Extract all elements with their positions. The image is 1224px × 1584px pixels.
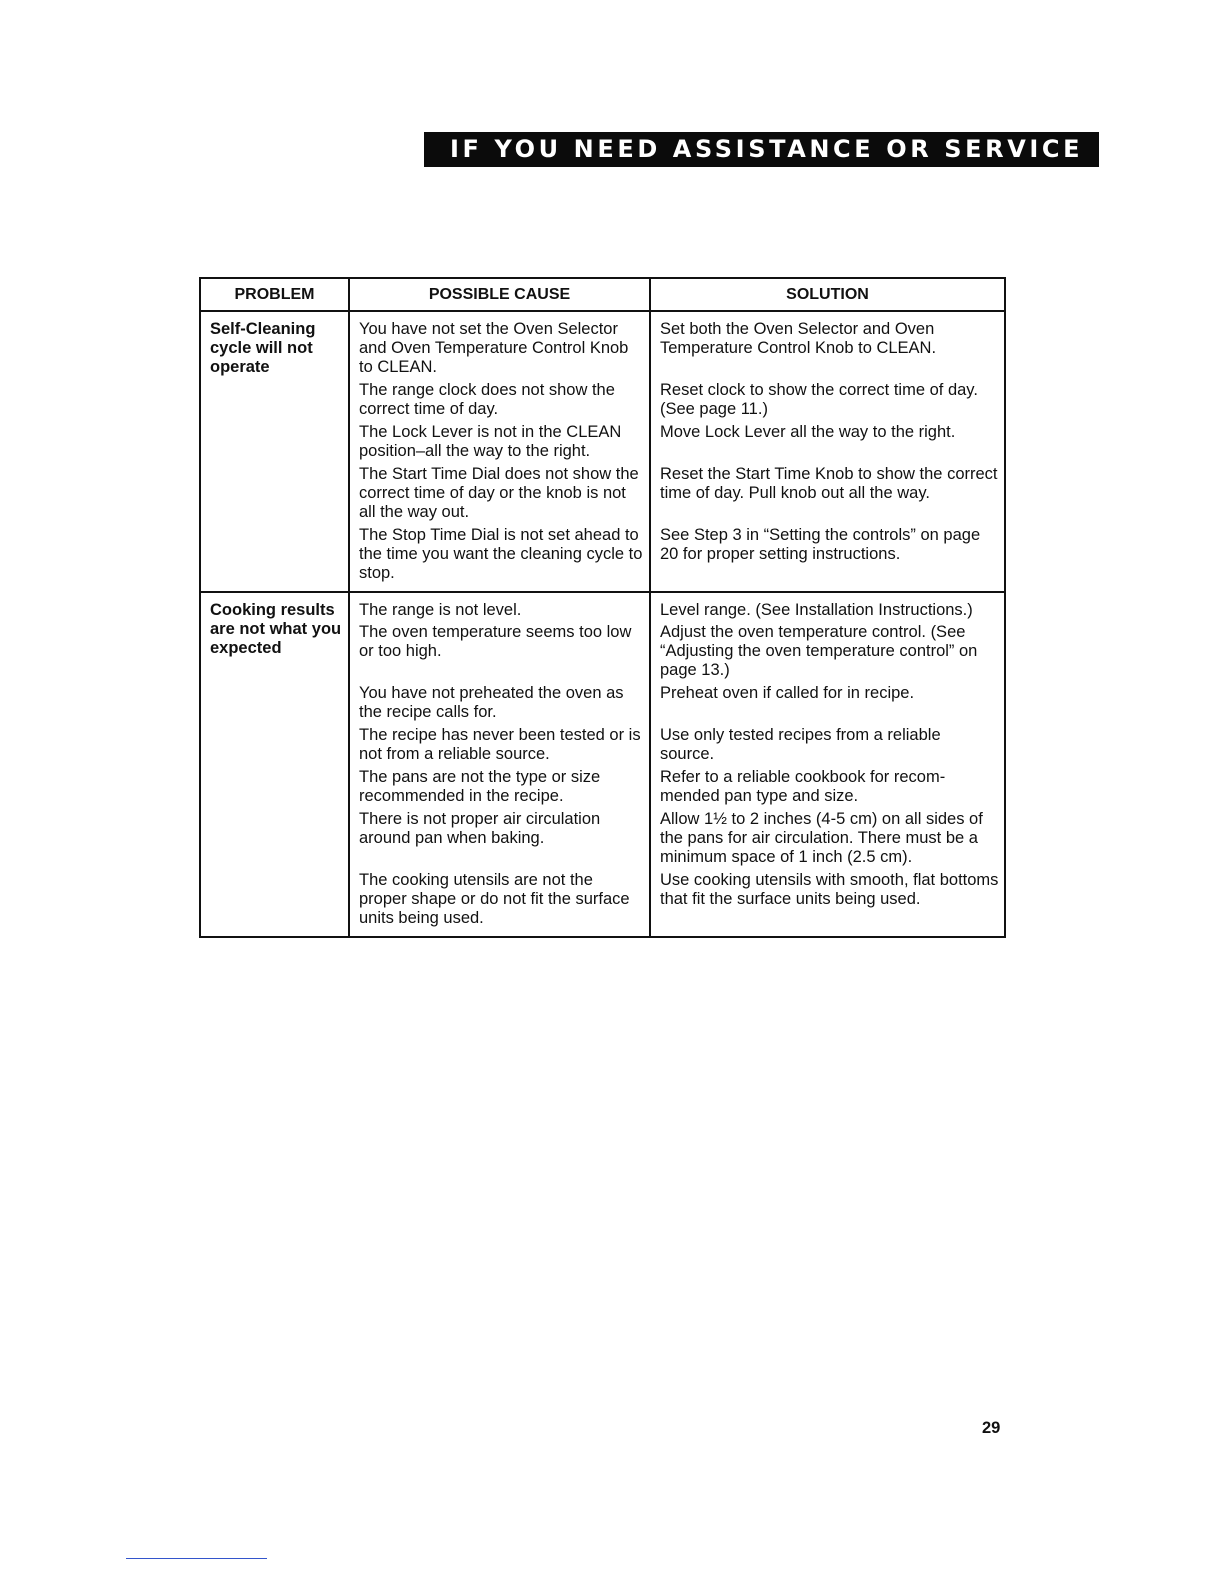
solution-item: Preheat oven if called for in recipe. bbox=[660, 684, 915, 702]
solution-cell bbox=[650, 592, 1005, 937]
cause-item: The recipe has never been tested or is not from a reliable source. bbox=[359, 726, 641, 763]
cause-item: The Stop Time Dial is not set ahead to the time you want the cleaning cycle to stop. bbox=[359, 526, 643, 582]
cause-item: The Start Time Dial does not show the correct time of day or the knob is not all the way out. bbox=[359, 465, 639, 521]
solution-item: Use only tested recipes from a reliable source. bbox=[660, 726, 941, 763]
solution-item: Move Lock Lever all the way to the right. bbox=[660, 423, 956, 441]
solution-item: Reset clock to show the correct time of day. (See page 11.) bbox=[660, 381, 978, 418]
solution-item: Adjust the oven temperature control. (See “Adjusting the oven temperature control” on page 13.) bbox=[660, 623, 978, 679]
table-row bbox=[200, 592, 1005, 937]
solution-cell bbox=[650, 311, 1005, 592]
solution-item: Use cooking utensils with smooth, flat bottoms that fit the surface units being used. bbox=[660, 871, 999, 908]
cause-item: The pans are not the type or size recommended in the recipe. bbox=[359, 768, 601, 805]
cause-item: There is not proper air circulation around pan when baking. bbox=[359, 810, 601, 847]
problem-cell: Self-Cleaning cycle will not operate bbox=[200, 311, 349, 592]
table-row bbox=[200, 311, 1005, 592]
cause-item: You have not preheated the oven as the recipe calls for. bbox=[359, 684, 624, 721]
solution-item: Set both the Oven Selector and Oven Temperature Control Knob to CLEAN. bbox=[660, 320, 937, 357]
footer-rule bbox=[126, 1558, 267, 1559]
cause-item: The range is not level. bbox=[359, 601, 522, 619]
solution-item: Reset the Start Time Knob to show the correct time of day. Pull knob out all the way. bbox=[660, 465, 998, 502]
header-solution: SOLUTION bbox=[650, 278, 1005, 311]
header-problem: PROBLEM bbox=[200, 278, 349, 311]
header-possible-cause: POSSIBLE CAUSE bbox=[349, 278, 650, 311]
solution-item: Level range. (See Installation Instructions.) bbox=[660, 601, 973, 619]
cause-item: The cooking utensils are not the proper shape or do not fit the surface units being used. bbox=[359, 871, 630, 927]
solution-item: Allow 1½ to 2 inches (4-5 cm) on all sides of the pans for air circulation. There must be a minimum space of 1 inch (2.5 cm). bbox=[660, 810, 983, 866]
cause-item: The oven temperature seems too low or too high. bbox=[359, 623, 632, 660]
cause-item: The Lock Lever is not in the CLEAN position–all the way to the right. bbox=[359, 423, 622, 460]
cause-cell bbox=[349, 311, 650, 592]
table-header-row bbox=[200, 278, 1005, 311]
cause-item: You have not set the Oven Selector and Oven Temperature Control Knob to CLEAN. bbox=[359, 320, 629, 376]
cause-cell bbox=[349, 592, 650, 937]
solution-item: Refer to a reliable cookbook for recom-mended pan type and size. bbox=[660, 768, 946, 805]
troubleshooting-table bbox=[199, 277, 1006, 938]
solution-item: See Step 3 in “Setting the controls” on page 20 for proper setting instructions. bbox=[660, 526, 981, 563]
problem-cell: Cooking results are not what you expected bbox=[200, 592, 349, 937]
cause-item: The range clock does not show the correct time of day. bbox=[359, 381, 615, 418]
page-number: 29 bbox=[982, 1419, 1001, 1437]
section-banner: IF YOU NEED ASSISTANCE OR SERVICE bbox=[424, 132, 1099, 167]
